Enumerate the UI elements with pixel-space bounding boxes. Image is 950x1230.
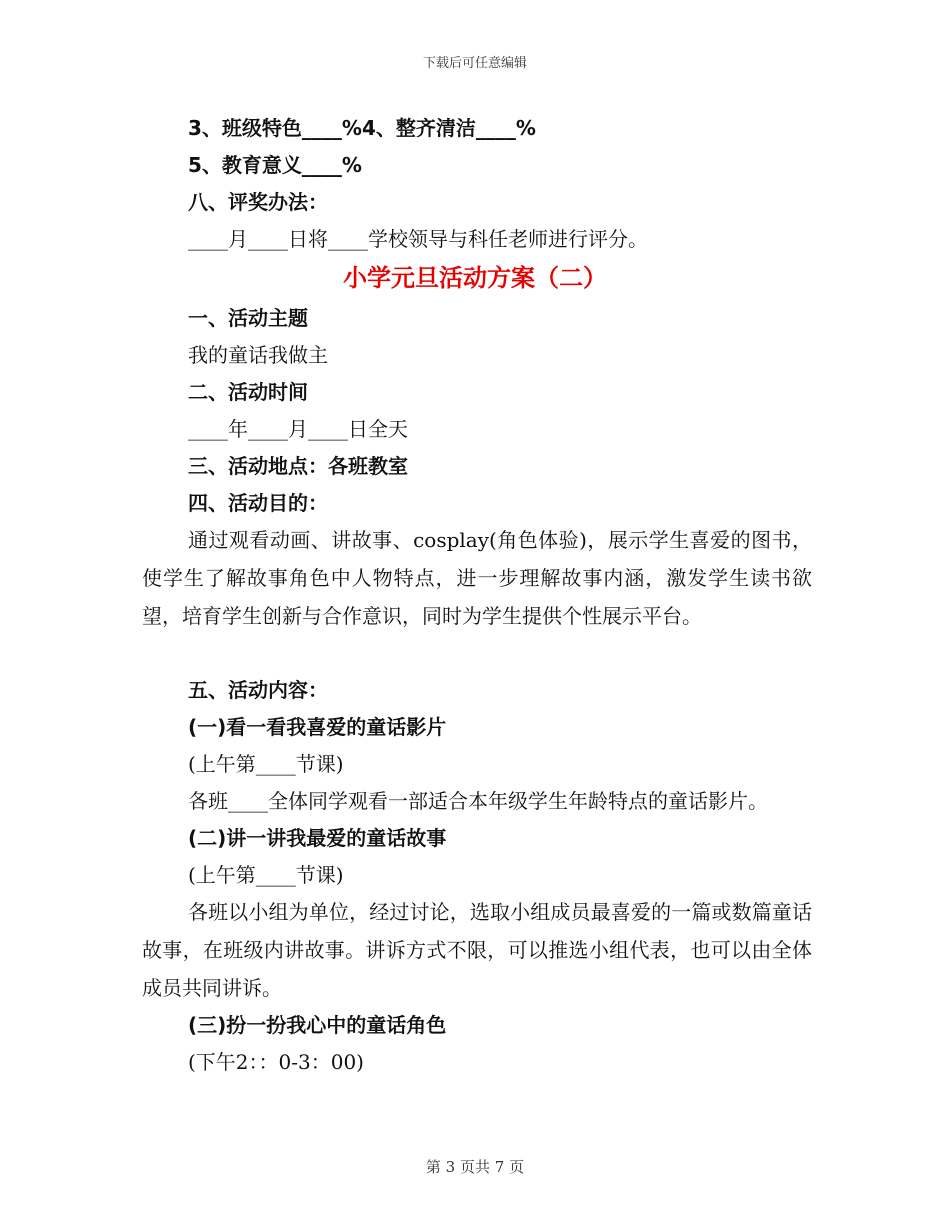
time-text: ____年____月____日全天 [188, 417, 408, 441]
heading-content: 五、活动内容： [188, 678, 328, 702]
score-item-3-4: 3、班级特色____%4、整齐清洁____% [188, 116, 536, 140]
tell-story-time: (上午第____节课) [188, 863, 344, 887]
heading-theme: 一、活动主题 [188, 306, 308, 330]
heading-time: 二、活动时间 [188, 380, 308, 404]
tell-story-paragraph: 各班以小组为单位，经过讨论，选取小组成员最喜爱的一篇或数篇童话故事，在班级内讲故事。讲诉方式不限，可以推选小组代表，也可以由全体成员共同讲诉。 [142, 900, 812, 1000]
page-footer: 第 3 页共 7 页 [425, 1158, 525, 1176]
award-method-text: ____月____日将____学校领导与科任老师进行评分。 [188, 227, 648, 251]
heading-purpose: 四、活动目的： [188, 491, 328, 515]
heading-location: 三、活动地点：各班教室 [188, 454, 408, 478]
subheading-tell-story: (二)讲一讲我最爱的童话故事 [188, 826, 447, 850]
theme-text: 我的童话我做主 [188, 343, 328, 367]
page-header: 下载后可任意编辑 [422, 56, 527, 71]
subheading-role-play: (三)扮一扮我心中的童话角色 [188, 1013, 447, 1037]
purpose-paragraph: 通过观看动画、讲故事、cosplay(角色体验)，展示学生喜爱的图书，使学生了解故事角色中人物特点，进一步理解故事内涵，激发学生读书欲望，培育学生创新与合作意识，同时为学生提供个性展示平台。 [142, 528, 812, 628]
document-title: 小学元旦活动方案（二） [343, 264, 607, 292]
watch-film-desc: 各班____全体同学观看一部适合本年级学生年龄特点的童话影片。 [188, 789, 768, 813]
role-play-time: (下午2：：0-3：00) [188, 1050, 364, 1074]
subheading-watch-film: (一)看一看我喜爱的童话影片 [188, 715, 447, 739]
watch-film-time: (上午第____节课) [188, 752, 344, 776]
score-item-5: 5、教育意义____% [188, 153, 362, 177]
heading-award-method: 八、评奖办法： [188, 190, 328, 214]
